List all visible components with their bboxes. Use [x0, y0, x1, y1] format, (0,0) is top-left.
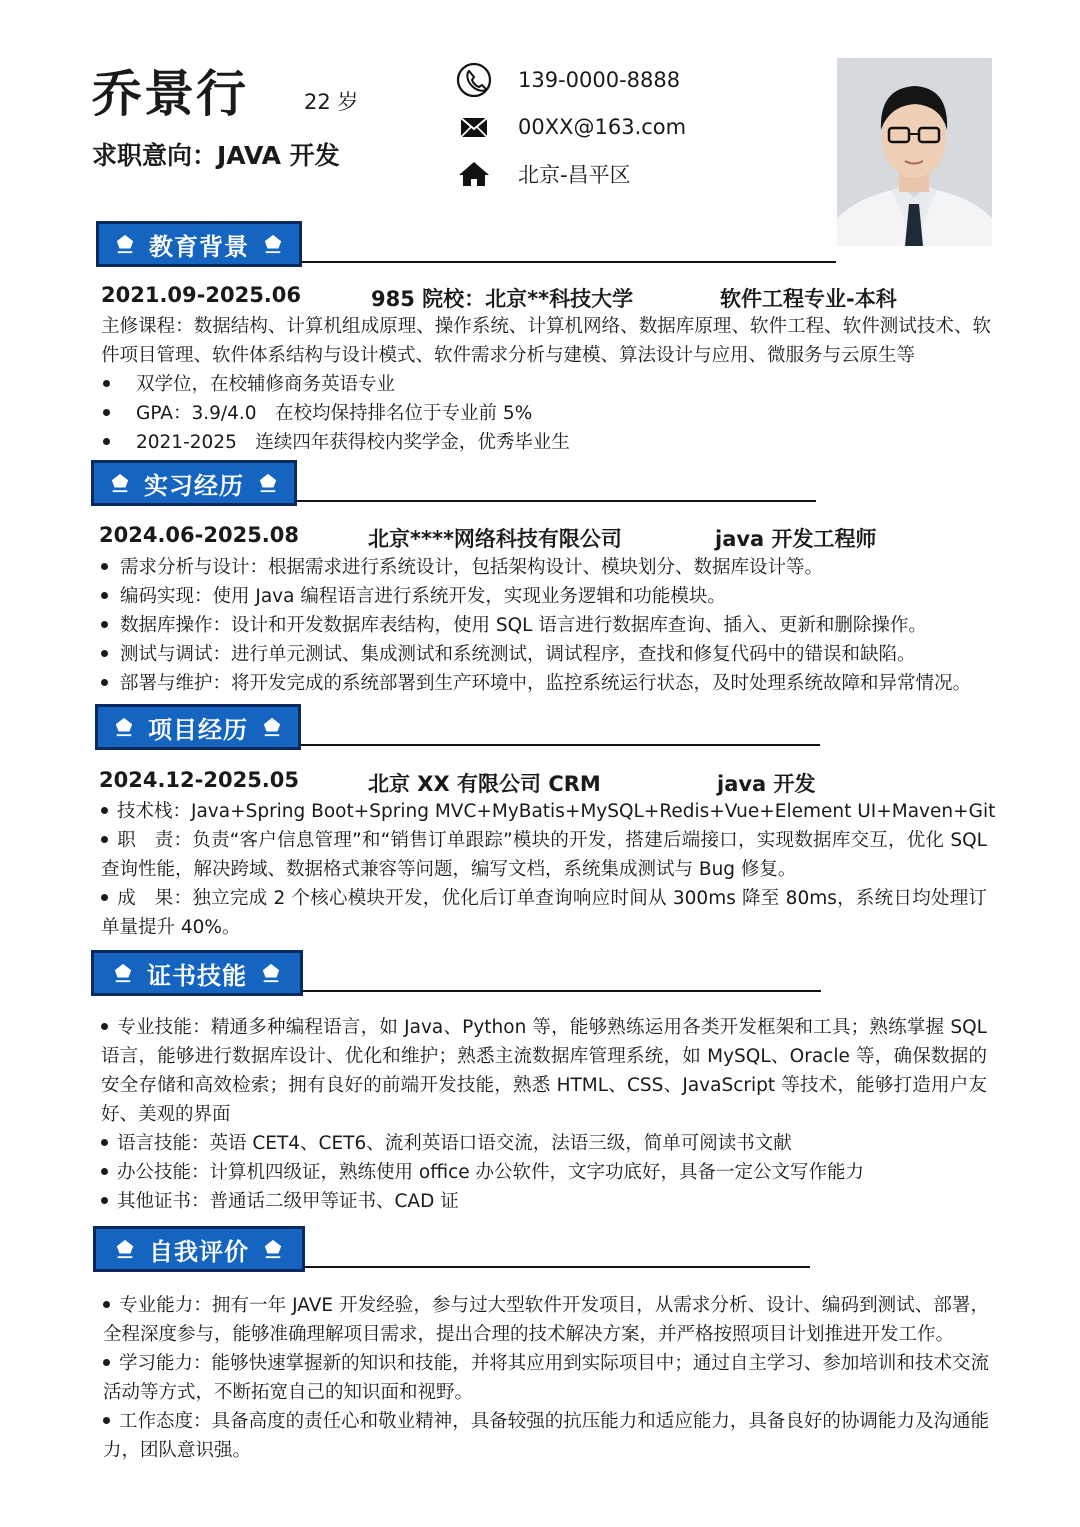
- section-divider: [305, 1266, 810, 1268]
- mail-icon: [456, 109, 492, 145]
- contact-location: [456, 154, 631, 194]
- education-major: 软件工程专业-本科: [720, 287, 897, 311]
- section-title: 证书技能: [147, 961, 247, 990]
- list-item: 成 果：独立完成 2 个核心模块开发，优化后订单查询响应时间从 300ms 降至 80ms，系统日均处理订单量提升 40%。: [101, 888, 987, 938]
- section-divider: [297, 500, 816, 502]
- list-item: 其他证书：普通话二级甲等证书、CAD 证: [101, 1187, 459, 1216]
- section-title: 项目经历: [148, 715, 248, 744]
- internship-role: java 开发工程师: [715, 527, 877, 551]
- list-item: 语言技能：英语 CET4、CET6、流利英语口语交流，法语三级，简单可阅读书文献: [101, 1129, 792, 1158]
- candidate-name: 乔景行: [92, 65, 248, 123]
- list-item: GPA：3.9/4.0 在校均保持排名位于专业前 5%: [103, 399, 532, 428]
- pentagon-icon: [115, 234, 135, 254]
- pentagon-icon: [114, 717, 134, 737]
- list-item: 需求分析与设计：根据需求进行系统设计，包括架构设计、模块划分、数据库设计等。: [101, 553, 823, 582]
- project-role: java 开发: [717, 772, 816, 796]
- pentagon-icon: [258, 473, 278, 493]
- list-item: 2021-2025 连续四年获得校内奖学金，优秀毕业生: [103, 428, 570, 457]
- section-divider: [301, 744, 820, 746]
- pentagon-icon: [261, 963, 281, 983]
- section-title: 教育背景: [149, 232, 249, 261]
- list-item: 学习能力：能够快速掌握新的知识和技能，并将其应用到实际项目中；通过自主学习、参加培训和技术交流活动等方式，不断拓宽自己的知识面和视野。: [103, 1353, 989, 1403]
- education-date: 2021.09-2025.06: [101, 283, 302, 307]
- section-divider: [303, 990, 821, 992]
- pentagon-icon: [115, 1239, 135, 1259]
- list-item: 办公技能：计算机四级证，熟练使用 office 办公软件，文字功底好，具备一定公文写作能力: [101, 1158, 864, 1187]
- list-item: 测试与调试：进行单元测试、集成测试和系统测试，调试程序，查找和修复代码中的错误和缺陷。: [101, 640, 916, 669]
- pentagon-icon: [263, 1239, 283, 1259]
- phone-number: 139-0000-8888: [518, 68, 681, 92]
- list-item: 编码实现：使用 Java 编程语言进行系统开发，实现业务逻辑和功能模块。: [101, 582, 726, 611]
- candidate-age: 22 岁: [304, 90, 359, 114]
- section-divider: [302, 261, 836, 263]
- list-item: 双学位，在校辅修商务英语专业: [103, 370, 395, 399]
- email-address: 00XX@163.com: [518, 115, 687, 139]
- list-item: 专业能力：拥有一年 JAVE 开发经验，参与过大型软件开发项目，从需求分析、设计、编码到测试、部署，全程深度参与，能够准确理解项目需求，提出合理的技术解决方案，并严格按照项目计划推进开发工作。: [103, 1295, 989, 1345]
- project-company: 北京 XX 有限公司 CRM: [368, 772, 601, 796]
- profile-photo: [837, 58, 992, 246]
- section-title: 实习经历: [144, 471, 244, 500]
- section-internship: [91, 460, 816, 506]
- section-education: [96, 221, 836, 267]
- list-item: 专业技能：精通多种编程语言，如 Java、Python 等，能够熟练运用各类开发框架和工具；熟练掌握 SQL 语言，能够进行数据库设计、优化和维护；熟悉主流数据库管理系统，如 MySQL、Oracle 等，确保数据的安全存储和高效检索；拥有良好的前端开发技能，熟悉 HTML、CSS、JavaScript 等技术，能够打造用户友好、美观的界面: [101, 1017, 987, 1125]
- list-item: 工作态度：具备高度的责任心和敬业精神，具备较强的抗压能力和适应能力，具备良好的协调能力及沟通能力，团队意识强。: [103, 1411, 989, 1461]
- pentagon-icon: [262, 717, 282, 737]
- pentagon-icon: [113, 963, 133, 983]
- section-title: 自我评价: [149, 1237, 249, 1266]
- home-icon: [456, 156, 492, 192]
- list-item: 技术栈：Java+Spring Boot+Spring MVC+MyBatis+MySQL+Redis+Vue+Element UI+Maven+Git: [101, 797, 995, 826]
- contact-email: [456, 107, 686, 147]
- pentagon-icon: [110, 473, 130, 493]
- contact-phone: [456, 60, 680, 100]
- education-school: 985 院校：北京**科技大学: [371, 287, 634, 311]
- pentagon-icon: [263, 234, 283, 254]
- internship-date: 2024.06-2025.08: [99, 523, 300, 547]
- project-date: 2024.12-2025.05: [99, 768, 300, 792]
- list-item: 部署与维护：将开发完成的系统部署到生产环境中，监控系统运行状态，及时处理系统故障和异常情况。: [101, 669, 971, 698]
- job-intent: 求职意向：JAVA 开发: [92, 141, 340, 170]
- list-item: 数据库操作：设计和开发数据库表结构，使用 SQL 语言进行数据库查询、插入、更新和删除操作。: [101, 611, 927, 640]
- phone-icon: [456, 62, 492, 98]
- section-project: [95, 704, 820, 750]
- section-certs: [91, 950, 821, 996]
- internship-company: 北京****网络科技有限公司: [368, 527, 622, 551]
- section-self: [93, 1226, 810, 1272]
- list-item: 职 责：负责“客户信息管理”和“销售订单跟踪”模块的开发，搭建后端接口，实现数据库交互，优化 SQL 查询性能，解决跨域、数据格式兼容等问题，编写文档，系统集成测试与 Bug 修复。: [101, 830, 987, 880]
- location: 北京-昌平区: [518, 163, 631, 187]
- education-courses: 主修课程：数据结构、计算机组成原理、操作系统、计算机网络、数据库原理、软件工程、软件测试技术、软件项目管理、软件体系结构与设计模式、软件需求分析与建模、算法设计与应用、微服务与云原生等: [101, 316, 991, 366]
